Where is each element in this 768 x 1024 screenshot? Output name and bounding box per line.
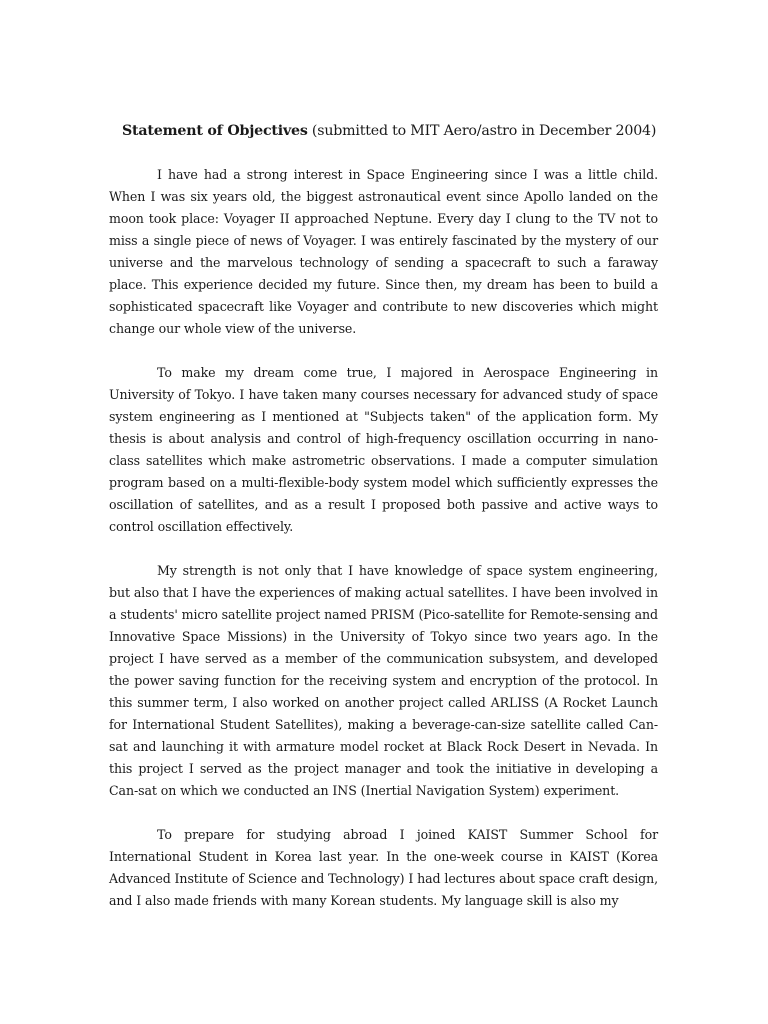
document-title xyxy=(122,121,682,141)
title-subtitle: (submitted to MIT Aero/astro in December 2004) xyxy=(311,123,657,139)
document-body xyxy=(109,164,658,912)
title-bold: Statement of Objectives xyxy=(122,123,308,139)
paragraph-3: My strength is not only that I have knowledge of space system engineering, but also that I have the experiences of making actual satellites. I have been involved in a students' micro satellite project named PRISM (Pico-satellite for Remote-sensing and Innovative Space Missions) in the University of Tokyo since two years ago. In the project I have served as a member of the communication subsystem, and developed the power saving function for the receiving system and encryption of the protocol. In this summer term, I also worked on another project called ARLISS (A Rocket Launch for International Student Satellites), making a beverage-can-size satellite called Can-sat and launching it with armature model rocket at Black Rock Desert in Nevada. In this project I served as the project manager and took the initiative in developing a Can-sat on which we conducted an INS (Inertial Navigation System) experiment. xyxy=(109,563,658,798)
paragraph-2: To make my dream come true, I majored in Aerospace Engineering in University of Tokyo. I have taken many courses necessary for advanced study of space system engineering as I mentioned at "Subjects taken" of the application form. My thesis is about analysis and control of high-frequency oscillation occurring in nano-class satellites which make astrometric observations. I made a computer simulation program based on a multi-flexible-body system model which sufficiently expresses the oscillation of satellites, and as a result I proposed both passive and active ways to control oscillation effectively. xyxy=(109,365,658,534)
paragraph-4: To prepare for studying abroad I joined KAIST Summer School for International Student in Korea last year. In the one-week course in KAIST (Korea Advanced Institute of Science and Technology) I had lectures about space craft design, and I also made friends with many Korean students. My language skill is also my xyxy=(109,827,658,908)
paragraph-1: I have had a strong interest in Space Engineering since I was a little child. When I was six years old, the biggest astronautical event since Apollo landed on the moon took place: Voyager II approached Neptune. Every day I clung to the TV not to miss a single piece of news of Voyager. I was entirely fascinated by the mystery of our universe and the marvelous technology of sending a spacecraft to such a faraway place. This experience decided my future. Since then, my dream has been to build a sophisticated spacecraft like Voyager and contribute to new discoveries which might change our whole view of the universe. xyxy=(109,167,658,336)
